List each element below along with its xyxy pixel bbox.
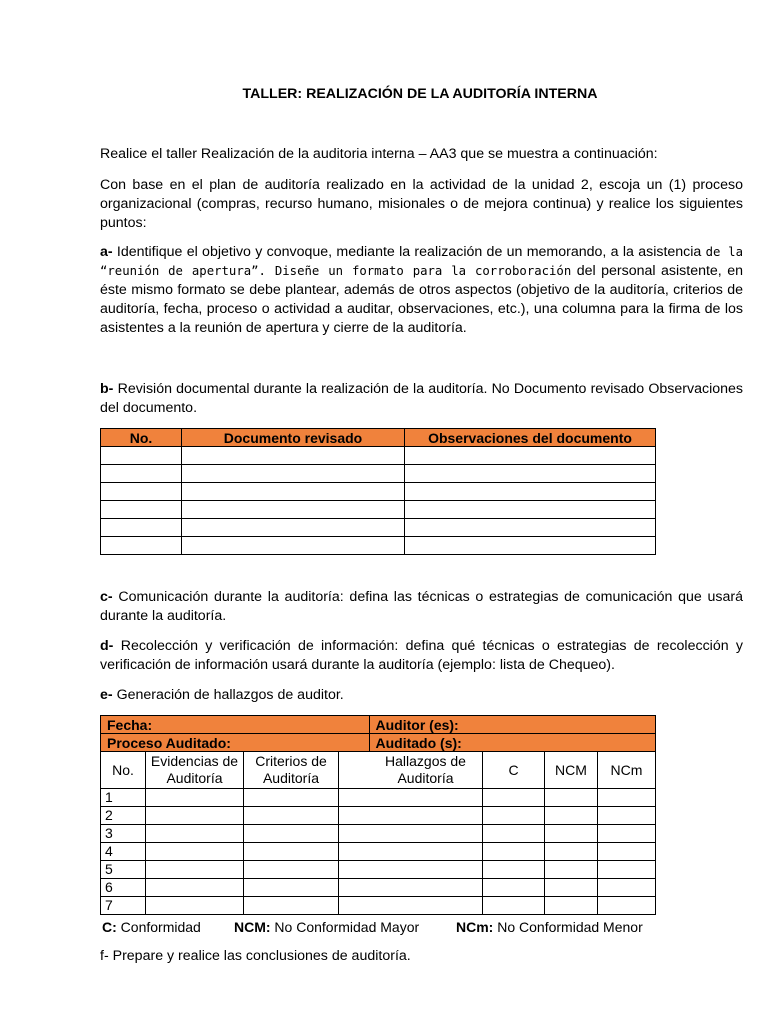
- point-d-text: Recolección y verificación de información: defina qué técnicas o estrategias de recolección y verificación de información usará durante la auditoría (ejemplo: lista de Chequeo).: [100, 638, 743, 673]
- col-no: No.: [101, 752, 146, 789]
- document-review-table: [100, 428, 656, 555]
- point-c-text: Comunicación durante la auditoría: defina las técnicas o estrategias de comunicación que usará durante la auditoría.: [100, 589, 743, 624]
- findings-header-row-1: [101, 716, 656, 734]
- row-number: 1: [101, 789, 146, 807]
- row-number: 6: [101, 879, 146, 897]
- table-row: [101, 465, 656, 483]
- findings-columns-row: [101, 752, 656, 789]
- col-ncmm: NCm: [598, 752, 656, 789]
- col-criterios: Criterios de Auditoría: [244, 752, 339, 789]
- fecha-label: Fecha:: [101, 716, 370, 734]
- table-row: [101, 807, 656, 825]
- table-row: [101, 789, 656, 807]
- point-a-text-1: Identifique el objetivo y convoque, mediante la realización de un memorando, a la asistencia: [112, 244, 706, 260]
- auditado-label: Auditado (s):: [369, 734, 656, 752]
- point-e-paragraph: [100, 686, 743, 705]
- col-observaciones-header: Observaciones del documento: [405, 429, 656, 447]
- point-c-label: c-: [100, 589, 113, 605]
- row-number: 3: [101, 825, 146, 843]
- point-b-paragraph: [100, 380, 743, 418]
- col-ncm: NCM: [545, 752, 598, 789]
- row-number: 4: [101, 843, 146, 861]
- legend-c: C: Conformidad: [102, 919, 201, 935]
- point-d-label: d-: [100, 638, 114, 654]
- legend-ncm: NCM: No Conformidad Mayor: [234, 919, 420, 935]
- point-b-label: b-: [100, 381, 114, 397]
- col-documento-header: Documento revisado: [182, 429, 405, 447]
- base-paragraph: Con base en el plan de auditoría realizado en la actividad de la unidad 2, escoja un (1) proceso organizacional (compras, recurso humano, misionales o de mejora continua) y realice los siguientes puntos:: [100, 177, 743, 231]
- table-row: [101, 447, 656, 465]
- point-a-label: a-: [100, 244, 113, 260]
- point-e-text: Generación de hallazgos de auditor.: [112, 687, 344, 703]
- intro-paragraph: Realice el taller Realización de la auditoria interna – AA3 que se muestra a continuación:: [100, 146, 658, 162]
- table-row: [101, 519, 656, 537]
- table-row: [101, 537, 656, 555]
- findings-header-row-2: [101, 734, 656, 752]
- point-b-text: Revisión documental durante la realización de la auditoría. No Documento revisado Observaciones del documento.: [100, 381, 743, 416]
- point-e-label: e-: [100, 687, 113, 703]
- point-a-text-2: del personal asistente, en éste mismo formato se debe plantear, además de otros aspectos (objetivo de la auditoría, criterios de auditoría, fecha, proceso o actividad a auditar, observaciones, etc.), una columna para la firma de los asistentes a la reunión de apertura y cierre de la auditoría.: [100, 263, 743, 336]
- col-no-header: No.: [101, 429, 182, 447]
- table-row: [101, 825, 656, 843]
- auditor-label: Auditor (es):: [369, 716, 656, 734]
- table-row: [101, 897, 656, 915]
- findings-legend: [100, 919, 660, 937]
- page-title: TALLER: REALIZACIÓN DE LA AUDITORÍA INTERNA: [242, 86, 598, 102]
- point-c-paragraph: [100, 588, 743, 626]
- table-row: [101, 501, 656, 519]
- row-number: 5: [101, 861, 146, 879]
- row-number: 2: [101, 807, 146, 825]
- table-header-row: [101, 429, 656, 447]
- point-a-paragraph: [100, 243, 743, 338]
- point-a-text-mono: de la “reunión de apertura”. Diseñe un formato para la corroboración: [100, 245, 743, 278]
- legend-ncmm: NCm: No Conformidad Menor: [456, 919, 643, 935]
- proceso-label: Proceso Auditado:: [101, 734, 370, 752]
- point-f-paragraph: f- Prepare y realice las conclusiones de auditoría.: [100, 948, 411, 964]
- table-row: [101, 861, 656, 879]
- point-d-paragraph: [100, 637, 743, 675]
- findings-table: [100, 715, 656, 915]
- table-row: [101, 483, 656, 501]
- table-row: [101, 879, 656, 897]
- col-hallazgos: Hallazgos de Auditoría: [369, 752, 483, 789]
- table-row: [101, 843, 656, 861]
- col-c: C: [483, 752, 545, 789]
- col-evidencias: Evidencias de Auditoría: [146, 752, 244, 789]
- row-number: 7: [101, 897, 146, 915]
